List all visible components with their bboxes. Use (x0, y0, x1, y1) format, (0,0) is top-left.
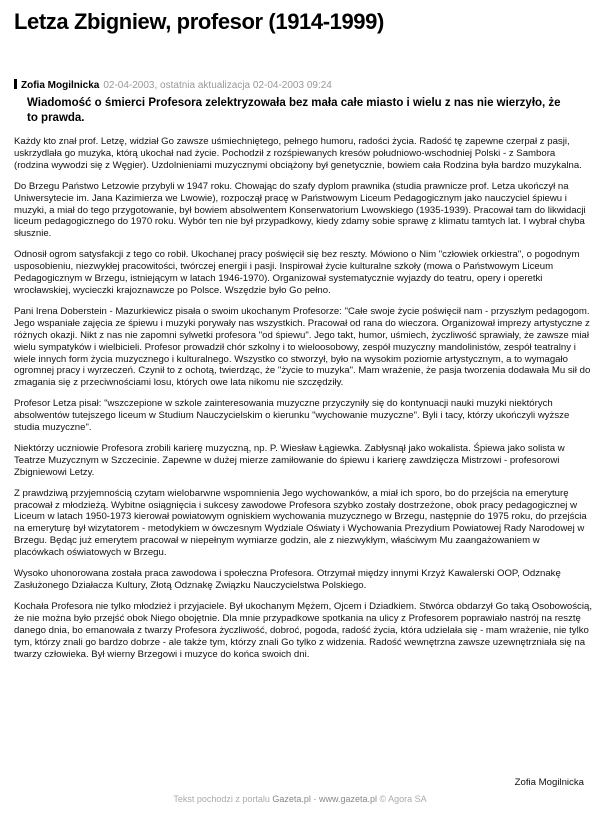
author-name: Zofia Mogilnicka (21, 80, 100, 91)
paragraph-2: Do Brzegu Państwo Letzowie przybyli w 1947 roku. Chowając do szafy dyplom prawnika (studia prawnicze prof. Letza ukończył na Uniwersytecie im. Jana Kazimierza we Lwowie), rozpoczął pracę w Państwowym Liceum Pedagogicznym jako nauczyciel śpiewu i muzyki, a miał do tego przygotowanie, był bowiem absolwentem Konserwatorium Lwowskiego (1935-1939). Pracował tam do likwidacji liceum pedagogicznego do 1970 roku. Wybór ten nie był przypadkowy, kiedy zdamy sobie sprawę z klimatu tamtych lat. I wybrał chyba słusznie. (14, 180, 586, 240)
article-title: Letza Zbigniew, profesor (1914-1999) (14, 9, 384, 34)
paragraph-7: Z prawdziwą przyjemnością czytam wielobarwne wspomnienia Jego wychowanków, a miał ich sporo, bo do przejścia na emeryturę pracował z młodzieżą. Wybitne osiągnięcia i sukcesy zawodowe Profesora szybko zostały dostrzeżone, obok pracy pedagogicznej w Liceum w latach 1950-1973 kierował powiatowym ogniskiem wychowania muzycznego w Brzegu, następnie do 1975 roku, do przejścia na emeryturę był wizytatorem - metodykiem w ówczesnym Wydziale Oświaty i Wychowania Prezydium Powiatowej Rady Narodowej w Brzegu. Będąc już emerytem pracował w niepełnym wymiarze godzin, ale z niezwykłym, właściwym Mu zaangażowaniem w placówkach oświatowych w Brzegu. (14, 487, 587, 559)
footer-separator: - (313, 794, 317, 804)
article-meta (14, 79, 594, 93)
article-lead: Wiadomość o śmierci Profesora zelektryzowała bez mała całe miasto i wielu z nas nie wierzyło, że to prawda. (27, 97, 561, 124)
footer-site-link[interactable]: www.gazeta.pl (318, 794, 377, 804)
paragraph-6: Niektórzy uczniowie Profesora zrobili karierę muzyczną, np. P. Wiesław Łągiewka. Zabłysnął jako wokalista. Śpiewa jako solista w Teatrze Muzycznym w Szczecinie. Zapewne w dużej mierze zamiłowanie do śpiewu i karierę zawdzięcza Mistrzowi - profesorowi Zbigniewowi Letzy. (14, 442, 565, 478)
footer-copyright: © Agora SA (379, 794, 427, 804)
paragraph-9: Kochała Profesora nie tylko młodzież i przyjaciele. Był ukochanym Mężem, Ojcem i Dziadkiem. Stwórca obdarzył Go taką Osobowością, że nie można było przejść obok Niego obojętnie. Dla mnie przypadkowe spotkania na ulicy z Profesorem poprawiało nastrój na resztę danego dnia, bo emanowała z twarzy Profesora życzliwość, dobroć, pogoda, radość życia, która udzielała się - mam wrażenie, nie tylko tym, którzy znali go bardzo dobrze - ale także tym, którzy znali Go tylko z widzenia. Radość wewnętrzna zawsze uzewnętrzniała się na twarzy człowieka. Był wierny Brzegowi i muzyce do końca swoich dni. (14, 600, 592, 660)
article-body (14, 136, 592, 669)
paragraph-8: Wysoko uhonorowana została praca zawodowa i społeczna Profesora. Otrzymał między innymi Krzyż Kawalerski OOP, Odznakę Zasłużonego Działacza Kultury, Złotą Odznakę Związku Nauczycielstwa Polskiego. (14, 568, 561, 591)
page-footer (0, 794, 600, 804)
footer-portal-link[interactable]: Gazeta.pl (272, 794, 311, 804)
paragraph-4: Pani Irena Doberstein - Mazurkiewicz pisała o swoim ukochanym Profesorze: "Całe swoje życie poświęcił nam - przyszłym pedagogom. Jego wspaniałe zajęcia ze śpiewu i muzyki porywały nas wszystkich. Pracował od rana do wieczora. Organizował imprezy artystyczne z różnych okazji. Nikt z nas nie zapomni sylwetki profesora "od śpiewu". Jego takt, humor, uśmiech, życzliwość sprawiały, że zawsze miał wielu sympatyków i wielbicieli. Profesor prowadził chór szkolny i to wieloosobowy, zespół muzyczny mandolinistów, zespół teatralny i wiele innych form życia muzycznego i kulturalnego. Wszystko co stworzył, było na wysokim poziomie artystycznym, a to wymagało ogromnej pracy i wyrzeczeń. Czynił to z ochotą, twierdząc, że "życie to muzyka". Mam wrażenie, że pasja tworzenia dodawała Mu sił do zmagania się z przeciwnościami losu, których owe lata nikomu nie szczędziły. (14, 305, 591, 389)
article-signature: Zofia Mogilnicka (514, 777, 584, 788)
paragraph-5: Profesor Letza pisał: "wszczepione w szkole zainteresowania muzyczne przyczyniły się do kontynuacji nauki muzyki niektórych absolwentów tutejszego liceum w Studium Nauczycielskim o kierunku "wychowanie muzyczne". Byli i tacy, którzy ukończyli wyższe studia muzyczne". (14, 398, 570, 434)
publication-dates: 02-04-2003, ostatnia aktualizacja 02-04-2003 09:24 (103, 80, 332, 91)
byline-bar (14, 79, 17, 89)
paragraph-3: Odnosił ogrom satysfakcji z tego co robił. Ukochanej pracy poświęcił się bez reszty. Mówiono o Nim "człowiek orkiestra", o pogodnym usposobieniu, niezwykłej pracowitości, twórczej energii i pasji. Inspirował życie kulturalne szkoły (mowa o Państwowym Liceum Pedagogicznym w Brzegu, istniejącym w latach 1946-1970). Organizował systematycznie wyjazdy do teatru, opery i operetki wrocławskiej, wycieczki krajoznawcze po Polsce. Wszędzie było Go pełno. (14, 249, 580, 296)
paragraph-1: Każdy kto znał prof. Letzę, widział Go zawsze uśmiechniętego, pełnego humoru, radości życia. Radość tę zapewne czerpał z pasji, uskrzydlała go muzyka, którą ukochał nad życie. Pochodził z rozśpiewanych kresów południowo-wschodniej Polski - z Sambora (rodzina wywodzi się z Węgier). Uzdolnieniami muzycznymi obciążony był genetycznie, bowiem cała Rodzina była bardzo muzykalna. (14, 136, 582, 171)
footer-prefix: Tekst pochodzi z portalu (173, 794, 270, 804)
